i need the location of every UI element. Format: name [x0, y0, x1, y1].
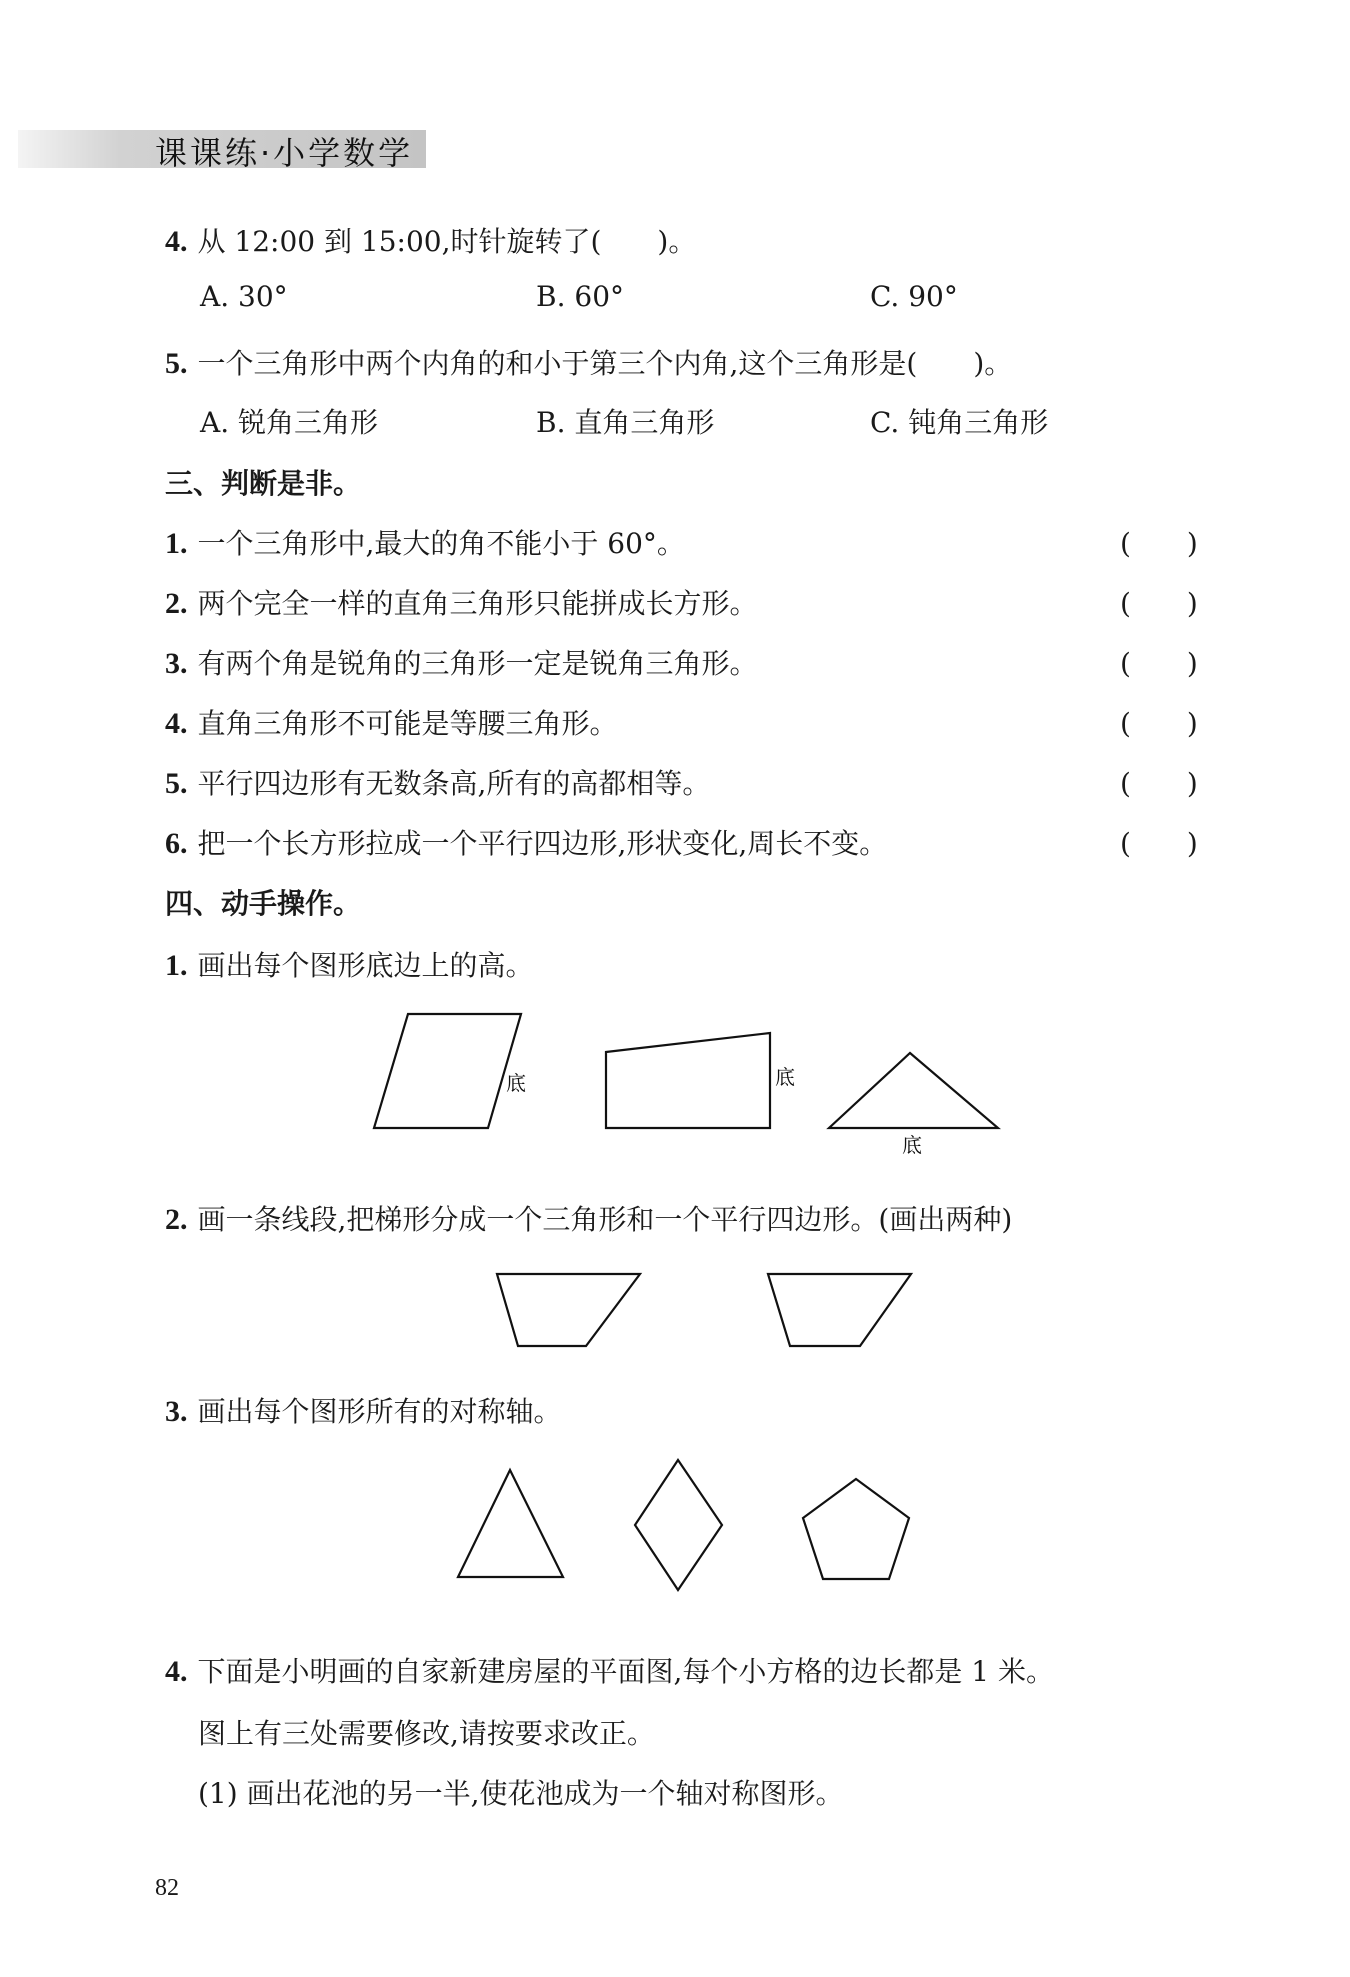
option-b: B. 直角三角形 [536, 406, 715, 439]
question-text: 下面是小明画的自家新建房屋的平面图,每个小方格的边长都是 1 米。 [197, 1655, 1055, 1688]
option-b: B. 60° [536, 280, 625, 313]
question-number: 5. [165, 347, 188, 380]
page-number: 82 [155, 1875, 179, 1901]
question-text: 一个三角形中两个内角的和小于第三个内角,这个三角形是( )。 [197, 347, 1013, 380]
option-a: A. 30° [200, 280, 288, 313]
option-c: C. 90° [870, 280, 958, 313]
item-text: 一个三角形中,最大的角不能小于 60°。 [197, 527, 685, 560]
triangle-figure[interactable] [829, 1053, 998, 1128]
item-number: 4. [165, 707, 188, 740]
section-4-title: 四、动手操作。 [165, 887, 362, 920]
option-c: C. 钝角三角形 [870, 406, 1049, 439]
question-text: 从 12:00 到 15:00,时针旋转了( )。 [197, 225, 697, 258]
question-text: 画出每个图形底边上的高。 [197, 949, 534, 982]
option-a: A. 锐角三角形 [200, 406, 379, 439]
rhombus-figure[interactable] [635, 1460, 722, 1590]
item-number: 1. [165, 527, 188, 560]
parallelogram-figure[interactable] [374, 1014, 521, 1128]
answer-paren[interactable]: ( ) [1120, 707, 1198, 740]
item-text: 有两个角是锐角的三角形一定是锐角三角形。 [197, 647, 758, 680]
item-number: 2. [165, 587, 188, 620]
question-number: 1. [165, 949, 188, 982]
item-text: 直角三角形不可能是等腰三角形。 [197, 707, 618, 740]
base-label-trapezoid: 底 [775, 1065, 795, 1089]
item-number: 3. [165, 647, 188, 680]
answer-paren[interactable]: ( ) [1120, 587, 1198, 620]
base-label-parallelogram: 底 [506, 1071, 526, 1095]
question-number: 4. [165, 225, 188, 258]
answer-paren[interactable]: ( ) [1120, 827, 1198, 860]
equilateral-triangle-figure[interactable] [458, 1470, 563, 1577]
trapezoid-left[interactable] [497, 1274, 640, 1346]
question-number: 4. [165, 1655, 188, 1688]
section-3-title: 三、判断是非。 [165, 467, 362, 500]
answer-paren[interactable]: ( ) [1120, 527, 1198, 560]
answer-paren[interactable]: ( ) [1120, 767, 1198, 800]
book-title: 课课练·小学数学 [155, 134, 414, 172]
question-4-line-2: 图上有三处需要修改,请按要求改正。 [198, 1717, 655, 1750]
item-number: 6. [165, 827, 188, 860]
question-number: 3. [165, 1395, 188, 1428]
question-number: 2. [165, 1203, 188, 1236]
answer-paren[interactable]: ( ) [1120, 647, 1198, 680]
question-text: 画出每个图形所有的对称轴。 [197, 1395, 562, 1428]
trapezoid-figure[interactable] [606, 1033, 770, 1128]
item-text: 把一个长方形拉成一个平行四边形,形状变化,周长不变。 [197, 827, 888, 860]
question-text: 画一条线段,把梯形分成一个三角形和一个平行四边形。(画出两种) [197, 1203, 1013, 1236]
pentagon-figure[interactable] [803, 1479, 909, 1579]
trapezoid-right[interactable] [768, 1274, 911, 1346]
base-label-triangle: 底 [902, 1133, 922, 1157]
question-4-sub-1: (1) 画出花池的另一半,使花池成为一个轴对称图形。 [198, 1777, 844, 1810]
item-text: 两个完全一样的直角三角形只能拼成长方形。 [197, 587, 758, 620]
item-text: 平行四边形有无数条高,所有的高都相等。 [197, 767, 711, 800]
item-number: 5. [165, 767, 188, 800]
